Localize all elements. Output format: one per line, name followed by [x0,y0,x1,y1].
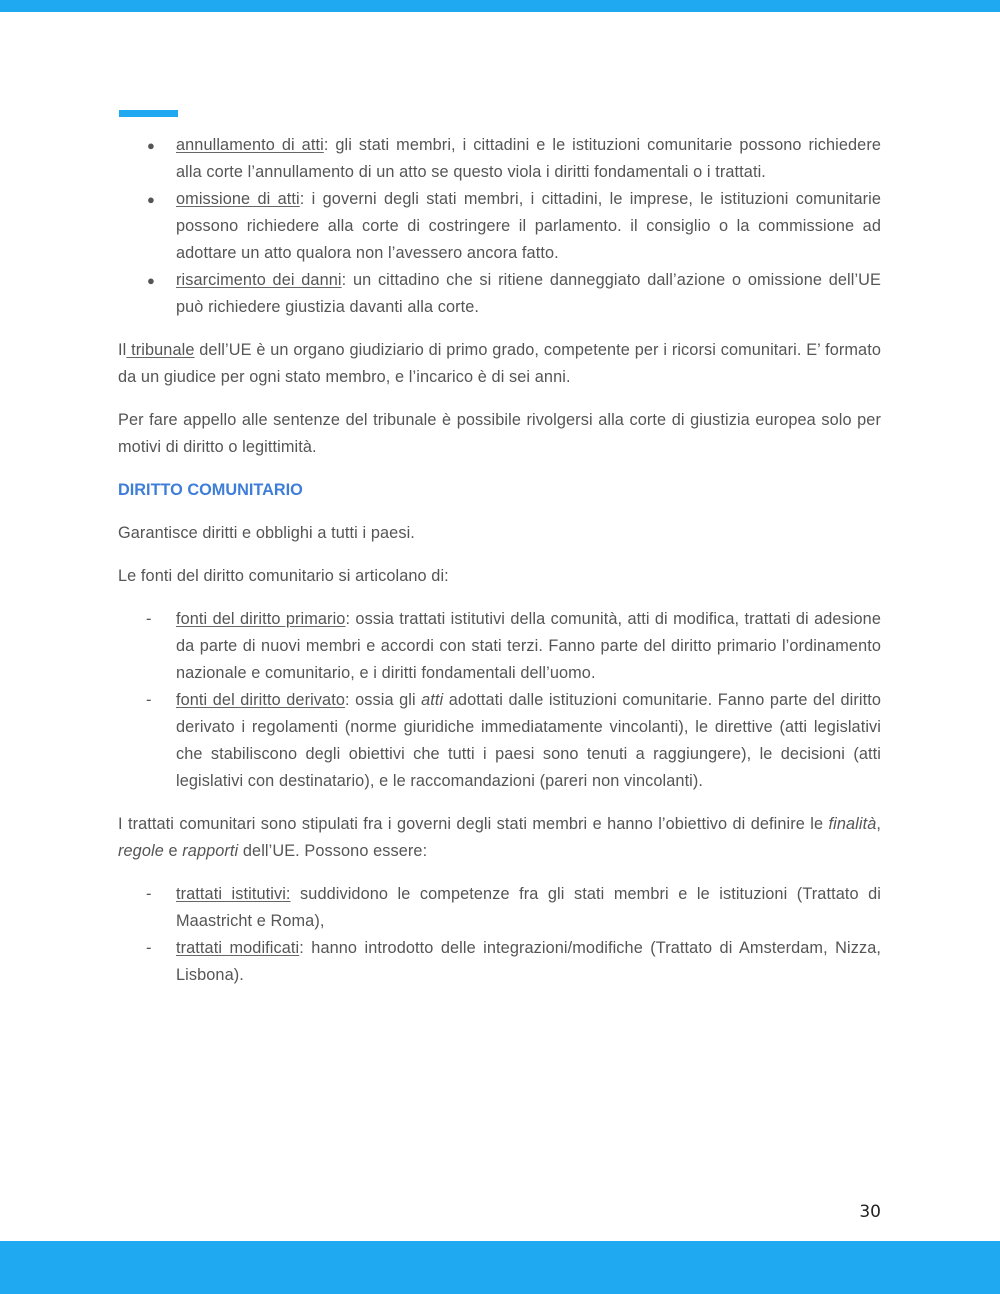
list-item-text: : gli stati membri, i cittadini e le istituzioni comunitarie possono richiedere alla corte l’annullamento di un atto se questo viola i diritti fondamentali o i trattati. [176,136,881,181]
paragraph-tribunale [118,337,881,391]
list-item [118,186,881,267]
top-accent-bar [0,0,1000,12]
list-item-term: annullamento di atti [176,136,324,154]
list-item-term: trattati istitutivi: [176,885,291,903]
tribunale-text: dell’UE è un organo giudiziario di primo grado, competente per i ricorsi comunitari. E’ formato da un giudice per ogni stato membro, e l’incarico è di sei anni. [118,341,881,386]
list-item [118,881,881,935]
list-item-text: adottati dalle istituzioni comunitarie. Fanno parte del diritto derivato i regolamenti (norme giuridiche immediatamente vincolanti), le direttive (atti legislativi che stabiliscono degli obiettivi che tutti i paesi sono tenuti a raggiungere), le decisioni (atti legislativi con destinatario), e le raccomandazioni (pareri non vincolanti). [176,691,881,790]
bullet-list-corte [118,132,881,321]
tribunale-pre: Il [118,341,127,359]
text-run: dell’UE. Possono essere: [238,842,428,860]
tribunale-term: tribunale [126,341,195,359]
list-item-term: trattati modificati [176,939,300,957]
list-item-term: fonti del diritto derivato [176,691,345,709]
list-item-term: omissione di atti [176,190,300,208]
list-item-term: risarcimento dei danni [176,271,342,289]
list-item [118,132,881,186]
list-item-text: : hanno introdotto delle integrazioni/modifiche (Trattato di Amsterdam, Nizza, Lisbona). [176,939,881,984]
text-run: I trattati comunitari sono stipulati fra i governi degli stati membri e hanno l’obiettivo di definire le [118,815,829,833]
bullet-icon: ● [147,273,155,288]
italic-run: regole [118,842,164,860]
dash-marker: - [146,610,152,628]
dash-marker: - [146,885,152,903]
dash-marker: - [146,691,152,709]
dash-list-fonti [118,606,881,795]
dash-marker: - [146,939,152,957]
italic-run: rapporti [182,842,239,860]
italic-run: finalità [828,815,877,833]
list-item [118,606,881,687]
list-item-term: fonti del diritto primario [176,610,346,628]
list-item-text: : i governi degli stati membri, i cittadini, le imprese, le istituzioni comunitarie possono richiedere alla corte di costringere il parlamento. il consiglio o la commissione ad adottare un atto qualora non l’avessero ancora fatto. [176,190,881,262]
section-heading: DIRITTO COMUNITARIO [118,481,303,499]
paragraph-garantisce: Garantisce diritti e obblighi a tutti i paesi. [118,524,415,542]
paragraph-fonti-intro: Le fonti del diritto comunitario si articolano di: [118,567,449,585]
bullet-icon: ● [147,192,155,207]
list-item-text: suddividono le competenze fra gli stati membri e le istituzioni (Trattato di Maastricht e Roma), [176,885,881,930]
list-item-text: : ossia gli [344,691,422,709]
list-item [118,687,881,795]
list-item [118,267,881,321]
page-number: 30 [859,1202,881,1222]
list-item-text: : un cittadino che si ritiene danneggiato dall’azione o omissione dell’UE può richiedere giustizia davanti alla corte. [176,271,881,316]
section-accent-dash [119,110,178,117]
paragraph-appello: Per fare appello alle sentenze del tribunale è possibile rivolgersi alla corte di giustizia europea solo per motivi di diritto o legittimità. [118,411,881,456]
list-item-italic: atti [421,691,444,709]
list-item [118,935,881,989]
bullet-icon: ● [147,138,155,153]
dash-list-trattati [118,881,881,989]
page-content [118,132,881,989]
bottom-accent-bar [0,1241,1000,1294]
paragraph-trattati-intro [118,811,881,865]
text-run: e [163,842,183,860]
list-item-text: : ossia trattati istitutivi della comunità, atti di modifica, trattati di adesione da parte di nuovi membri e accordi con stati terzi. Fanno parte del diritto primario l’ordinamento nazionale e comunitario, e i diritti fondamentali dell’uomo. [176,610,881,682]
text-run: , [876,815,881,833]
